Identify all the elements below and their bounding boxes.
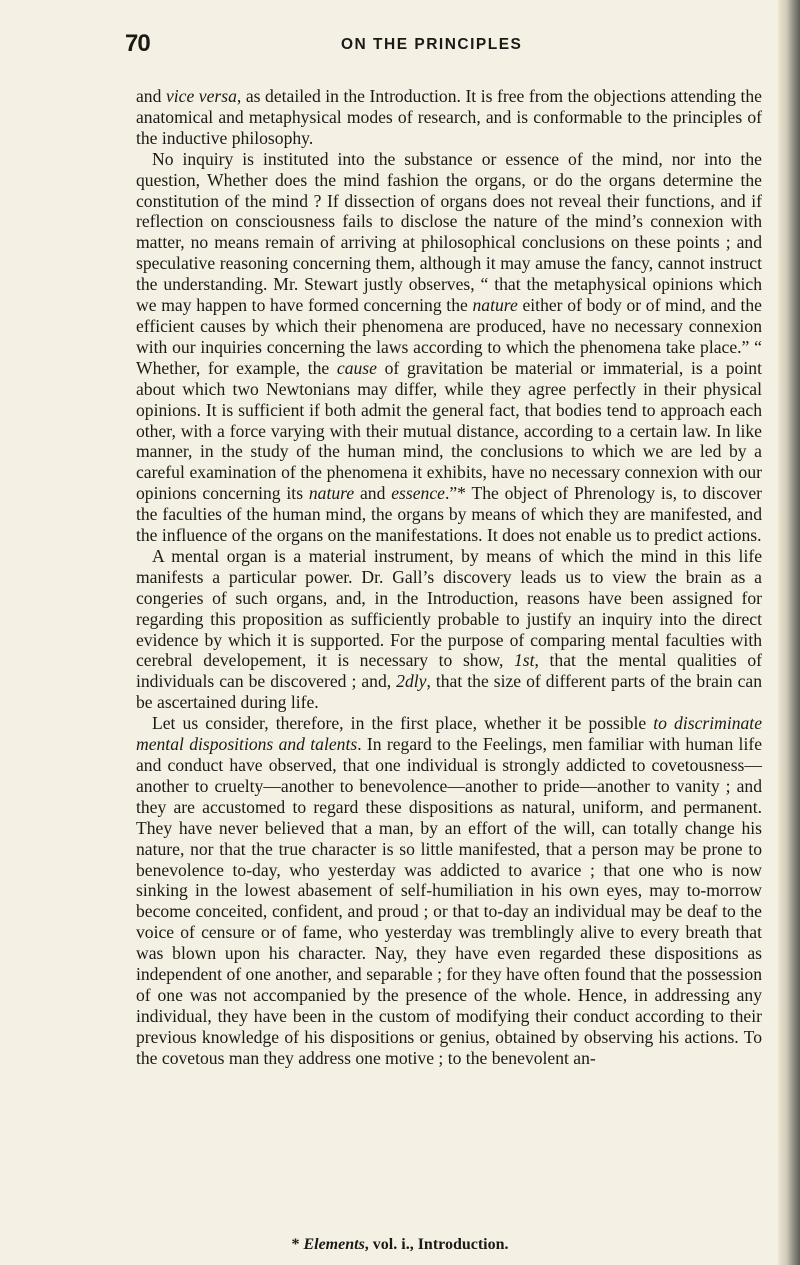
italic-run: 1st [513,650,535,671]
paragraph [136,86,762,149]
footnote-source: Elements [303,1236,365,1253]
text-run: A mental organ is a material instrument, by means of which the mind in this life manifests a particular power. Dr. Gall’s discovery leads us to view the brain as a congeries of such organs, and, in the Introduction, reasons have been assigned for regarding this proposition as sufficiently probable to justify an inquiry into the direct evidence by which it is supported. For the purpose of comparing mental faculties with cerebral developement, it is necessary to show, [136,545,762,671]
text-run: , that the mental qualities of individuals can be discovered ; and, [136,650,762,692]
footnote [0,1236,800,1254]
italic-run: to discriminate mental dispositions and talents [136,713,762,755]
paragraph [136,149,762,546]
text-run: .”* The object of Phrenology is, to discover the faculties of the human mind, the organs by means of which they are manifested, and the influence of the organs on the manifestations. It does not enable us to predict actions. [136,483,762,546]
italic-run: 2dly [396,671,427,692]
text-run: Let us consider, therefore, in the first place, whether it be possible [152,713,654,734]
italic-run: essence [391,483,445,504]
text-run: , that the size of different parts of the brain can be ascertained during life. [136,671,762,713]
text-run: and [136,86,166,106]
italic-run: nature [308,483,355,504]
paragraph [136,713,762,1068]
page-number: 70 [125,30,150,57]
text-run: . In regard to the Feelings, men familiar with human life and conduct have observed, that one individual is strongly addicted to covetousness—another to cruelty—another to benevolence—another to pride—another to vanity ; and they are accustomed to regard these dispositions as natural, uniform, and permanent. They have never believed that a man, by an effort of the will, can totally change his nature, nor that the true character is so little manifested, that a person may be prone to benevolence to-day, who yesterday was addicted to avarice ; that one who is now sinking in the lowest abasement of self-humiliation in his own eyes, may to-morrow become conceited, confident, and proud ; or that to-day an individual may be deaf to the voice of censure or of fame, who yesterday was tremblingly alive to every breath that was blown upon his character. Nay, they have even regarded these dispositions as independent of one another, and separable ; for they have often found that the possession of one was not accompanied by the presence of the whole. Hence, in addressing any individual, they have been in the custom of modifying their conduct according to their previous knowledge of his dispositions or genius, obtained by observing his actions. To the covetous man they address one motive ; to the benevolent an- [136,734,762,1068]
italic-run: cause [336,357,377,378]
footnote-text: , vol. i., Introduction. [364,1236,509,1253]
page-header [0,30,800,60]
text-run: , as detailed in the Introduction. It is free from the objections attending the anatomical and metaphysical modes of research, and is conformable to the principles of the inductive philosophy. [136,86,762,148]
text-run: and [354,483,392,504]
text-run: of gravitation be material or immaterial, is a point about which two Newtonians may differ, while they agree perfectly in their physical opinions. It is sufficient if both admit the general fact, that bodies tend to approach each other, with a force varying with their mutual distance, according to a certain law. In like manner, in the study of the human mind, the conclusions to which we are led by a careful examination of the phenomena it exhibits, have no necessary connexion with our opinions concerning its [136,357,762,504]
paragraph [136,546,762,713]
footnote-marker: * [291,1236,304,1253]
page-edge-shadow [778,0,800,1265]
text-run: either of body or of mind, and the efficient causes by which their phenomena are produced, have no necessary connexion with our inquiries concerning the laws according to which the phenomena take place.” “ Whether, for example, the [136,295,762,378]
italic-run: nature [472,295,518,316]
running-head: ON THE PRINCIPLES [341,36,523,53]
italic-run: vice versa [165,86,237,106]
body-text [136,86,762,1069]
text-run: No inquiry is instituted into the substance or essence of the mind, nor into the question, Whether does the mind fashion the organs, or do the organs determine the constitution of the mind ? If dissection of organs does not reveal their functions, and if reflection on consciousness fails to disclose the nature of the mind’s connexion with matter, no means remain of arriving at philosophical conclusions on these points ; and speculative reasoning concerning them, although it may amuse the fancy, cannot instruct the understanding. Mr. Stewart justly observes, “ that the metaphysical opinions which we may happen to have formed concerning the [136,148,762,316]
